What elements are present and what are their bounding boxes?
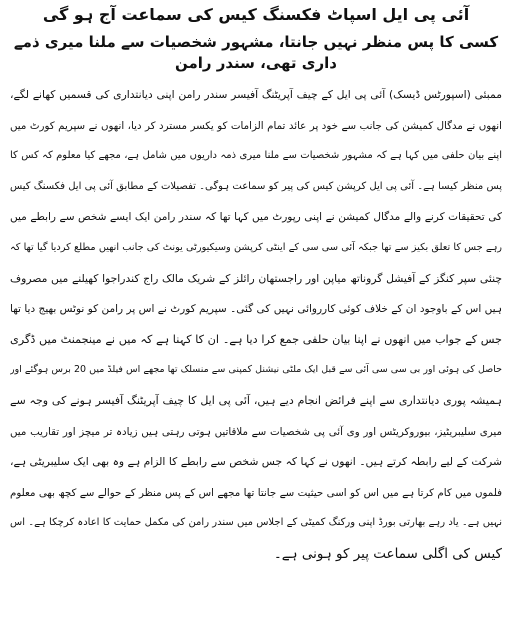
article-body-line: جس کے جواب میں انھوں نے اپنا بیان حلفی جمع کرا دیا ہے۔ ان کا کہنا ہے کہ میں نے مینجمنٹ میں ڈگری	[10, 332, 502, 346]
article-body-line: ہمیشہ پوری دیانتداری سے اپنے فرائض انجام دیے ہیں، آئی پی ایل کا چیف آپریٹنگ آفیسر ہونے کی وجہ سے	[10, 393, 502, 407]
article-body-line: فلموں میں کام کرتا ہے میں اس کو اسی حیثیت سے جانتا تھا مجھے اس کے پس منظر کے حوالے سے کچھ بھی معلوم	[10, 486, 502, 499]
article-body-line: انھوں نے مدگال کمیشن کی جانب سے خود پر عائد تمام الزامات کو یکسر مسترد کر دیا، انھوں نے سپریم کورٹ میں	[10, 119, 502, 132]
article-body-line: شرکت کے لیے رابطہ کرتے ہیں۔ انھوں نے کہا کہ جس شخص سے رابطے کا الزام ہے وہ بھی ایک سلیبریٹی ہے،	[10, 455, 502, 469]
article-subhead: کسی کا پس منظر نہیں جانتا، مشہور شخصیات سے ملنا میری ذمے داری تھی، سندر رامن	[13, 33, 499, 72]
article-body-line: کی تحقیقات کرنے والے مدگال کمیشن نے اپنی رپورٹ میں کہا تھا کہ سندر رامن ایک ایسے شخص سے رابطے میں	[10, 211, 502, 224]
article-body	[10, 80, 502, 570]
article-body-line: میری سلیبریٹیز، بیوروکریٹس اور وی آئی پی شخصیات سے ملاقاتیں ہوتی رہتی ہیں زیادہ تر میچز اور تقاریب میں	[10, 425, 502, 438]
article-body-line: نہیں ہے۔ یاد رہے بھارتی بورڈ اپنی ورکنگ کمیٹی کے اجلاس میں سندر رامن کی مکمل حمایت کا اعادہ کرچکا ہے۔ اس	[10, 517, 502, 529]
article-body-line: حاصل کی ہوئی اور بی سی سی آئی سے قبل ایک ملٹی نیشنل کمپنی سے منسلک تھا مجھے اس فیلڈ میں 20 برس ہوگئے اور	[10, 364, 502, 376]
article-body-line: رہے جس کا تعلق بکیز سے تھا جبکہ آئی سی سی کے اینٹی کرپشن وسیکیورٹی یونٹ کی جانب انھیں مطلع کردیا گیا تھا کہ	[10, 241, 502, 253]
article-body-line: ممبئی (اسپورٹس ڈیسک) آئی پی ایل کے چیف آپریٹنگ آفیسر سندر رامن اپنی دیانتداری کی قسمیں کھانے لگے،	[10, 88, 502, 101]
article-body-line: ہیں اس کے باوجود ان کے خلاف کوئی کارروائی نہیں کی گئی۔ سپریم کورٹ نے اس پر رامن کو نوٹس بھیج دیا تھا	[10, 303, 502, 316]
article-body-line: اپنے بیان حلفی میں کہا ہے کہ مشہور شخصیات سے ملنا میری ذمہ داریوں میں شامل ہے، مجھے کیا معلوم کہ کس کا	[10, 150, 502, 162]
article-body-line: پس منظر کیسا ہے۔ آئی پی ایل کرپشن کیس کی پیر کو سماعت ہوگی۔ تفصیلات کے مطابق آئی پی ایل فکسنگ کیس	[10, 180, 502, 192]
article-body-line: چنئی سپر کنگز کے آفیشل گروناتھ میاپن اور راجستھان رائلز کے شریک مالک راج کندراجوا کھیلنے میں مصروف	[10, 271, 502, 285]
article-body-line: کیس کی اگلی سماعت پیر کو ہونی ہے۔	[273, 545, 502, 562]
article-headline: آئی پی ایل اسپاٹ فکسنگ کیس کی سماعت آج ہو گی	[42, 5, 470, 24]
